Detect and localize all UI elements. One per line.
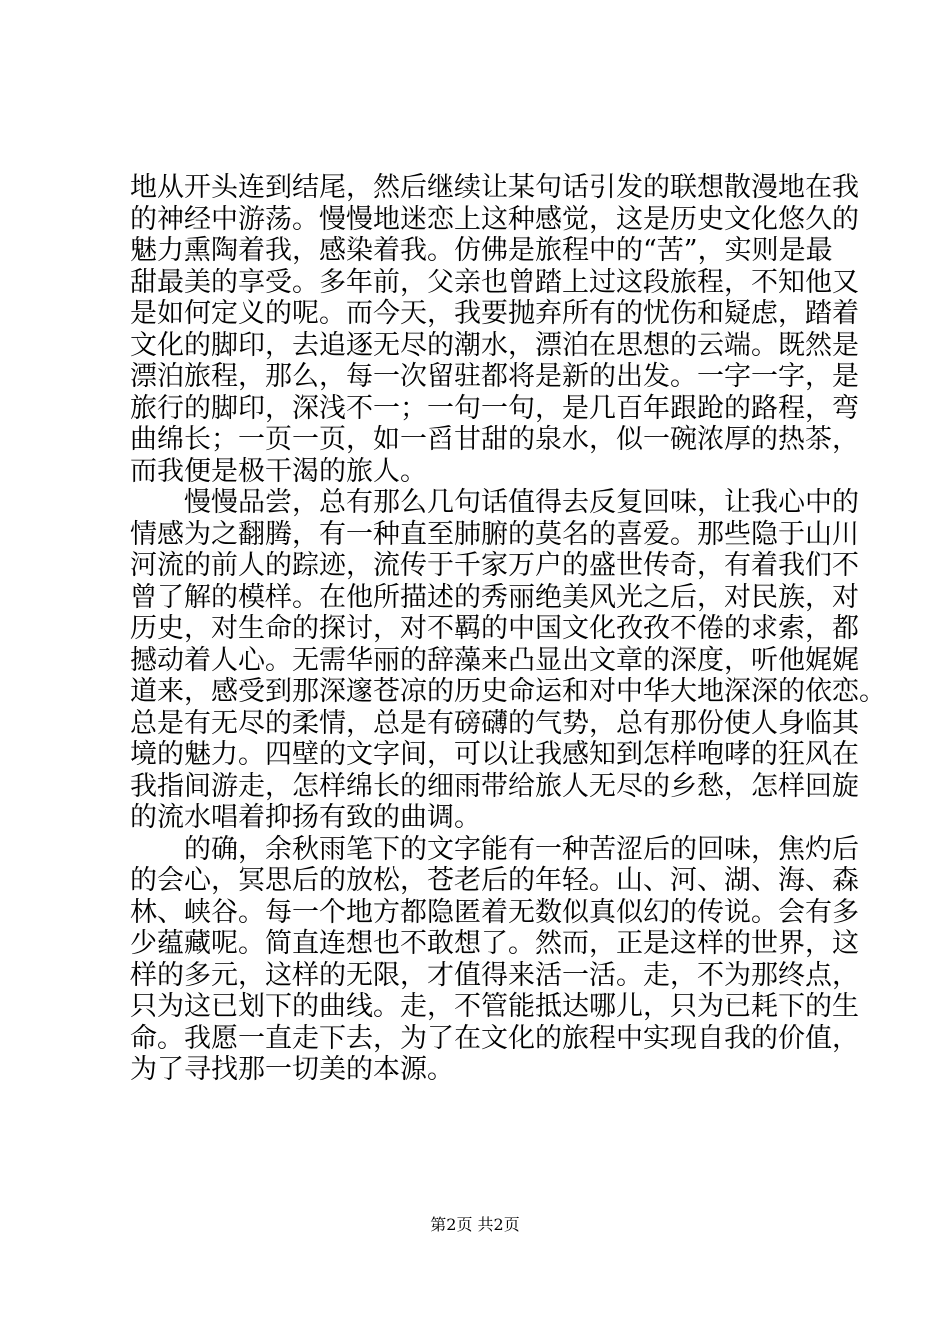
text-line: 的神经中游荡。慢慢地迷恋上这种感觉，这是历史文化悠久的 [130,203,859,235]
text-line: 林、峡谷。每一个地方都隐匿着无数似真似幻的传说。会有多 [130,896,859,928]
text-line: 我指间游走，怎样绵长的细雨带给旅人无尽的乡愁，怎样回旋 [130,770,859,802]
text-line: 少蕴藏呢。简直连想也不敢想了。然而，正是这样的世界，这 [130,928,859,959]
text-line: 的会心，冥思后的放松，苍老后的年轻。山、河、湖、海、森 [130,865,859,896]
text-line: 境的魅力。四壁的文字间，可以让我感知到怎样咆哮的狂风在 [130,739,859,770]
text-line: 漂泊旅程，那么，每一次留驻都将是新的出发。一字一字，是 [130,361,859,392]
document-body [130,172,886,1086]
text-line: 慢慢品尝，总有那么几句话值得去反复回味，让我心中的 [130,487,859,518]
text-line: 样的多元，这样的无限，才值得来活一活。走，不为那终点， [130,959,859,991]
text-line: 魅力熏陶着我，感染着我。仿佛是旅程中的“苦”，实则是最 [130,235,833,266]
text-line: 是如何定义的呢。而今天，我要抛弃所有的忧伤和疑虑，踏着 [130,298,859,329]
text-line: 河流的前人的踪迹，流传于千家万户的盛世传奇，有着我们不 [130,550,859,581]
text-line: 历史，对生命的探讨，对不羁的中国文化孜孜不倦的求索，都 [130,613,859,644]
text-line: 旅行的脚印，深浅不一；一句一句，是几百年跟跄的路程，弯 [130,392,859,424]
text-line: 曲绵长；一页一页，如一舀甘甜的泉水，似一碗浓厚的热茶， [130,424,859,455]
text-line: 文化的脚印，去追逐无尽的潮水，漂泊在思想的云端。既然是 [130,329,859,361]
text-line: 的确，余秋雨笔下的文字能有一种苦涩后的回味，焦灼后 [130,833,859,865]
text-line: 甜最美的享受。多年前，父亲也曾踏上过这段旅程，不知他又 [130,266,859,298]
page-number-footer: 第2页 共2页 [430,1215,520,1234]
text-line: 为了寻找那一切美的本源。 [130,1054,454,1085]
text-line: 只为这已划下的曲线。走，不管能抵达哪儿，只为已耗下的生 [130,991,859,1022]
text-line: 曾了解的模样。在他所描述的秀丽绝美风光之后，对民族，对 [130,581,859,613]
text-line: 总是有无尽的柔情，总是有磅礴的气势，总有那份使人身临其 [130,707,859,739]
text-line: 道来，感受到那深邃苍凉的历史命运和对中华大地深深的依恋。 [130,676,886,707]
text-line: 的流水唱着抑扬有致的曲调。 [130,802,481,833]
text-line: 情感为之翻腾，有一种直至肺腑的莫名的喜爱。那些隐于山川 [130,518,859,550]
text-line: 撼动着人心。无需华丽的辞藻来凸显出文章的深度，听他娓娓 [130,644,859,676]
text-line: 地从开头连到结尾，然后继续让某句话引发的联想散漫地在我 [130,172,859,203]
text-line: 命。我愿一直走下去，为了在文化的旅程中实现自我的价值， [130,1022,859,1054]
text-line: 而我便是极干渴的旅人。 [130,455,427,487]
